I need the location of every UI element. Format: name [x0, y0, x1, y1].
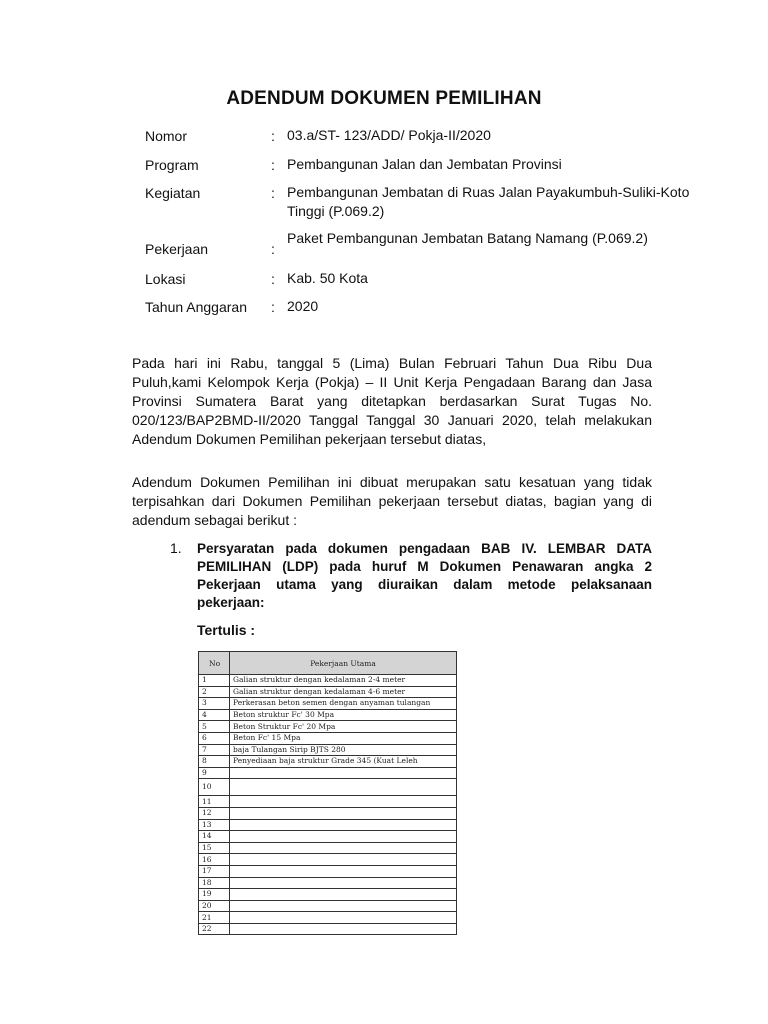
table-row [199, 721, 457, 733]
table-row [199, 675, 457, 687]
meta-colon: : [271, 299, 275, 315]
meta-value-tahun-anggaran: 2020 [287, 298, 319, 314]
row-number: 22 [199, 923, 230, 935]
row-pekerjaan: Galian struktur dengan kedalaman 2-4 meter [230, 675, 457, 687]
row-pekerjaan: Beton Fc' 15 Mpa [230, 732, 457, 744]
row-pekerjaan [230, 865, 457, 877]
row-pekerjaan [230, 912, 457, 924]
row-number: 12 [199, 807, 230, 819]
meta-value-lokasi: Kab. 50 Kota [287, 270, 368, 286]
table-row [199, 767, 457, 779]
table-row [199, 686, 457, 698]
table-row [199, 756, 457, 768]
row-number: 6 [199, 732, 230, 744]
meta-value-nomor: 03.a/ST- 123/ADD/ Pokja-II/2020 [287, 127, 491, 143]
row-number: 5 [199, 721, 230, 733]
row-pekerjaan [230, 877, 457, 889]
list-item-text: Persyaratan pada dokumen pengadaan BAB IV. LEMBAR DATA PEMILIHAN (LDP) pada huruf M Dokumen Penawaran angka 2 Pekerjaan utama yang diuraikan dalam metode pelaksanaan pekerjaan: [197, 541, 652, 610]
row-pekerjaan: baja Tulangan Sirip BJTS 280 [230, 744, 457, 756]
table-row [199, 889, 457, 901]
row-number: 7 [199, 744, 230, 756]
table-row [199, 744, 457, 756]
header-no: No [199, 652, 230, 675]
row-pekerjaan: Galian struktur dengan kedalaman 4-6 meter [230, 686, 457, 698]
table-row [199, 709, 457, 721]
meta-value-kegiatan: Pembangunan Jembatan di Ruas Jalan Payakumbuh-Suliki-Koto Tinggi (P.069.2) [287, 184, 690, 219]
table-row [199, 877, 457, 889]
row-number: 1 [199, 675, 230, 687]
table-row [199, 732, 457, 744]
table-row [199, 865, 457, 877]
meta-value-program: Pembangunan Jalan dan Jembatan Provinsi [287, 156, 562, 172]
row-number: 14 [199, 831, 230, 843]
table-row [199, 842, 457, 854]
meta-label-kegiatan: Kegiatan [145, 185, 201, 201]
row-number: 20 [199, 900, 230, 912]
row-pekerjaan [230, 923, 457, 935]
row-number: 18 [199, 877, 230, 889]
table-row [199, 854, 457, 866]
row-number: 21 [199, 912, 230, 924]
table-row [199, 923, 457, 935]
row-number: 10 [199, 779, 230, 796]
row-number: 11 [199, 796, 230, 808]
meta-label-tahun-anggaran: Tahun Anggaran [145, 299, 247, 315]
row-pekerjaan [230, 900, 457, 912]
meta-colon: : [271, 241, 275, 257]
row-number: 4 [199, 709, 230, 721]
row-pekerjaan [230, 842, 457, 854]
row-pekerjaan [230, 796, 457, 808]
meta-colon: : [271, 128, 275, 144]
row-number: 13 [199, 819, 230, 831]
meta-label-pekerjaan: Pekerjaan [145, 241, 209, 257]
row-pekerjaan: Perkerasan beton semen dengan anyaman tulangan [230, 698, 457, 710]
row-pekerjaan: Penyediaan baja struktur Grade 345 (Kuat Leleh [230, 756, 457, 768]
row-number: 2 [199, 686, 230, 698]
row-number: 19 [199, 889, 230, 901]
table-row [199, 912, 457, 924]
row-pekerjaan: Beton Struktur Fc' 20 Mpa [230, 721, 457, 733]
row-number: 3 [199, 698, 230, 710]
row-number: 9 [199, 767, 230, 779]
meta-colon: : [271, 157, 275, 173]
meta-label-lokasi: Lokasi [145, 271, 186, 287]
row-number: 17 [199, 865, 230, 877]
row-pekerjaan [230, 779, 457, 796]
table-row [199, 796, 457, 808]
row-number: 16 [199, 854, 230, 866]
row-pekerjaan [230, 819, 457, 831]
row-pekerjaan [230, 767, 457, 779]
row-pekerjaan: Beton struktur Fc' 30 Mpa [230, 709, 457, 721]
meta-colon: : [271, 271, 275, 287]
meta-label-nomor: Nomor [145, 128, 188, 144]
table-row [199, 900, 457, 912]
list-number: 1. [170, 540, 182, 556]
row-pekerjaan [230, 831, 457, 843]
paragraph-opening: Pada hari ini Rabu, tanggal 5 (Lima) Bulan Februari Tahun Dua Ribu Dua Puluh,kami Kelompok Kerja (Pokja) – II Unit Kerja Pengadaan Barang dan Jasa Provinsi Sumatera Barat yang ditetapkan berdasarkan Surat Tugas No. 020/123/BAP2BMD-II/2020 Tanggal Tanggal 30 Januari 2020, telah melakukan Adendum Dokumen Pemilihan pekerjaan tersebut diatas, [132, 355, 652, 447]
meta-colon: : [271, 185, 275, 201]
document-title: ADENDUM DOKUMEN PEMILIHAN [226, 88, 542, 109]
meta-value-pekerjaan: Paket Pembangunan Jembatan Batang Namang (P.069.2) [287, 230, 648, 246]
table-row [199, 698, 457, 710]
row-pekerjaan [230, 854, 457, 866]
table-body [199, 675, 457, 935]
tertulis-label: Tertulis : [197, 622, 256, 638]
table-row [199, 779, 457, 796]
pekerjaan-utama-table [198, 651, 457, 935]
table-header-row [199, 652, 457, 675]
header-pekerjaan-utama: Pekerjaan Utama [230, 652, 457, 675]
meta-label-program: Program [145, 157, 199, 173]
row-number: 15 [199, 842, 230, 854]
paragraph-scope: Adendum Dokumen Pemilihan ini dibuat merupakan satu kesatuan yang tidak terpisahkan dari Dokumen Pemilihan pekerjaan tersebut diatas, bagian yang di adendum sebagai berikut : [132, 474, 652, 528]
table-row [199, 819, 457, 831]
row-pekerjaan [230, 889, 457, 901]
row-number: 8 [199, 756, 230, 768]
row-pekerjaan [230, 807, 457, 819]
table-row [199, 831, 457, 843]
table-row [199, 807, 457, 819]
